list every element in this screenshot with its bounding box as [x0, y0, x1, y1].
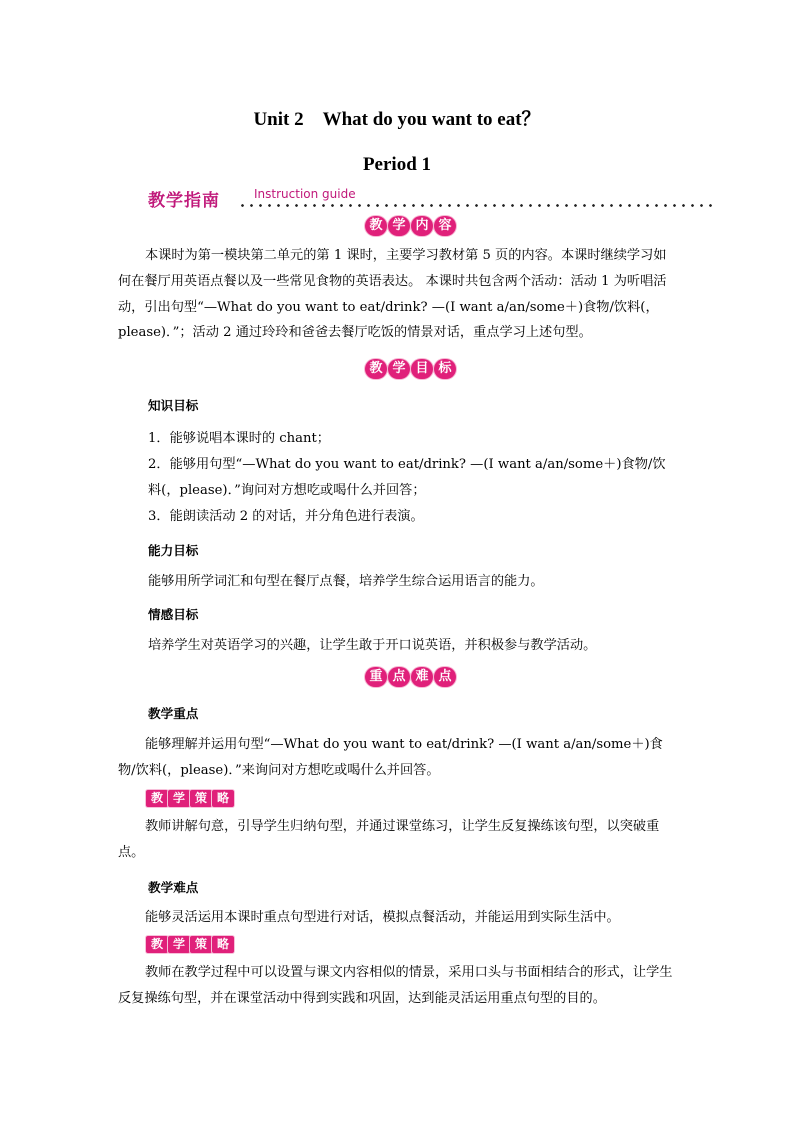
badge-char: 内 [411, 216, 433, 236]
badge-char: 教 [365, 359, 387, 379]
badge-char: 策 [190, 936, 212, 953]
badge-char: 点 [434, 667, 456, 687]
knowledge-item: 3．能朗读活动 2 的对话，并分角色进行表演。 [148, 509, 424, 524]
badge-char: 策 [190, 790, 212, 807]
guide-label-en: Instruction guide [254, 187, 356, 201]
ability-goal-heading: 能力目标 [148, 543, 199, 558]
badge-char: 容 [434, 216, 456, 236]
badge-char: 学 [388, 216, 410, 236]
badge-char: 教 [146, 790, 168, 807]
badge-char: 略 [212, 936, 234, 953]
badge-char: 目 [411, 359, 433, 379]
difficult-point-strategy: 教师在教学过程中可以设置与课文内容相似的情景，采用口头与书面相结合的形式，让学生反复操练句型，并在课堂活动中得到实践和巩固，达到能灵活运用重点句型的目的。 [118, 965, 673, 1006]
badge-char: 教 [146, 936, 168, 953]
badge-char: 难 [411, 667, 433, 687]
badge-char: 重 [365, 667, 387, 687]
difficult-point-heading: 教学难点 [148, 880, 199, 895]
badge-char: 教 [365, 216, 387, 236]
content-paragraph: 本课时为第一模块第二单元的第 1 课时，主要学习教材第 5 页的内容。本课时继续学习如何在餐厅用英语点餐以及一些常见食物的英语表达。 本课时共包含两个活动：活动 1 为听唱活动，引出句型“—What do you want to eat/drink? —(I want a/an/some＋)食物/饮料(，please)．”；活动 2 通过玲玲和爸爸去餐厅吃饭的情景对话，重点学习上述句型。 [118, 248, 667, 341]
instruction-guide-header [148, 186, 718, 212]
knowledge-goal-heading: 知识目标 [148, 398, 199, 413]
badge-teaching-goals [365, 359, 456, 379]
badge-char: 略 [212, 790, 234, 807]
badge-char: 学 [168, 936, 190, 953]
badge-teaching-content [365, 216, 456, 236]
badge-char: 标 [434, 359, 456, 379]
key-point-heading: 教学重点 [148, 706, 199, 721]
dotted-divider [238, 204, 718, 207]
badge-strategy [146, 790, 234, 807]
key-point-strategy: 教师讲解句意，引导学生归纳句型，并通过课堂练习，让学生反复操练该句型，以突破重点。 [118, 819, 660, 860]
guide-label-cn: 教学指南 [148, 191, 220, 211]
unit-title: Unit 2 What do you want to eat？ [253, 109, 541, 130]
badge-strategy [146, 936, 234, 953]
ability-goal-text: 能够用所学词汇和句型在餐厅点餐，培养学生综合运用语言的能力。 [148, 574, 544, 589]
difficult-point-text: 能够灵活运用本课时重点句型进行对话，模拟点餐活动，并能运用到实际生活中。 [145, 910, 620, 925]
knowledge-item: 1．能够说唱本课时的 chant； [148, 431, 330, 446]
period-title: Period 1 [362, 154, 432, 175]
key-point-text: 能够理解并运用句型“—What do you want to eat/drink? —(I want a/an/some＋)食物/饮料(，please)．”来询问对方想吃或喝什么并回答。 [118, 737, 663, 778]
emotion-goal-heading: 情感目标 [148, 607, 199, 622]
emotion-goal-text: 培养学生对英语学习的兴趣，让学生敢于开口说英语，并积极参与教学活动。 [148, 638, 597, 653]
badge-char: 点 [388, 667, 410, 687]
badge-char: 学 [168, 790, 190, 807]
badge-char: 学 [388, 359, 410, 379]
badge-key-difficult [365, 667, 456, 687]
knowledge-item: 2．能够用句型“—What do you want to eat/drink? —(I want a/an/some＋)食物/饮料(，please)．”询问对方想吃或喝什么并回答； [148, 457, 666, 498]
